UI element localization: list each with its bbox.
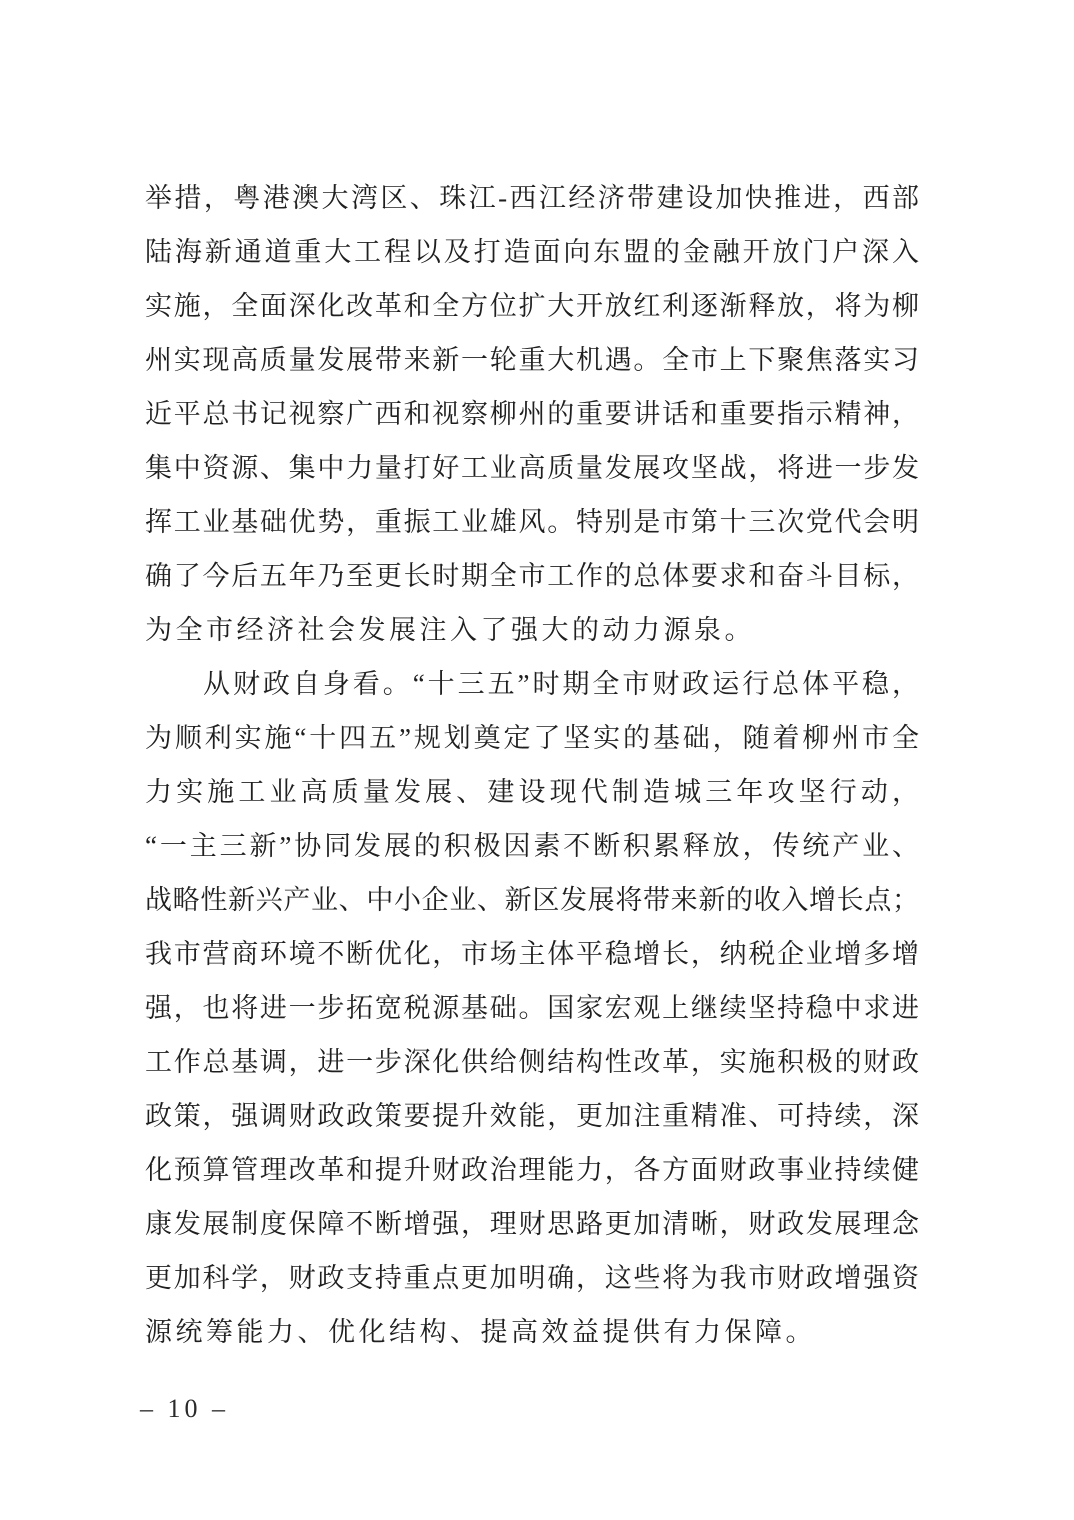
text-line: 强，也将进一步拓宽税源基础。国家宏观上继续坚持稳中求进: [145, 993, 919, 1023]
document-body: [145, 171, 919, 1359]
page-number: – 10 –: [140, 1394, 229, 1423]
text-line: “一主三新”协同发展的积极因素不断积累释放，传统产业、: [145, 831, 919, 861]
text-line: 从财政自身看。“十三五”时期全市财政运行总体平稳，: [203, 669, 919, 699]
text-line: 力实施工业高质量发展、建设现代制造城三年攻坚行动，: [145, 777, 919, 807]
text-line: 化预算管理改革和提升财政治理能力，各方面财政事业持续健: [145, 1155, 919, 1185]
text-line: 近平总书记视察广西和视察柳州的重要讲话和重要指示精神，: [145, 399, 919, 429]
text-line: 集中资源、集中力量打好工业高质量发展攻坚战，将进一步发: [145, 453, 919, 483]
text-line: 我市营商环境不断优化，市场主体平稳增长，纳税企业增多增: [145, 939, 919, 969]
text-line: 战略性新兴产业、中小企业、新区发展将带来新的收入增长点；: [145, 885, 919, 915]
text-line: 确了今后五年乃至更长时期全市工作的总体要求和奋斗目标，: [145, 561, 919, 591]
text-line: 州实现高质量发展带来新一轮重大机遇。全市上下聚焦落实习: [145, 345, 919, 375]
text-line: 源统筹能力、优化结构、提高效益提供有力保障。: [145, 1317, 816, 1347]
text-line: 为顺利实施“十四五”规划奠定了坚实的基础，随着柳州市全: [145, 723, 919, 753]
text-line: 政策，强调财政政策要提升效能，更加注重精准、可持续，深: [145, 1101, 919, 1131]
text-line: 为全市经济社会发展注入了强大的动力源泉。: [145, 615, 755, 645]
text-line: 挥工业基础优势，重振工业雄风。特别是市第十三次党代会明: [145, 507, 919, 537]
text-line: 工作总基调，进一步深化供给侧结构性改革，实施积极的财政: [145, 1047, 919, 1077]
text-line: 康发展制度保障不断增强，理财思路更加清晰，财政发展理念: [145, 1209, 919, 1239]
text-line: 举措，粤港澳大湾区、珠江-西江经济带建设加快推进，西部: [145, 183, 919, 213]
text-line: 实施，全面深化改革和全方位扩大开放红利逐渐释放，将为柳: [145, 291, 919, 321]
text-line: 陆海新通道重大工程以及打造面向东盟的金融开放门户深入: [145, 237, 919, 267]
text-line: 更加科学，财政支持重点更加明确，这些将为我市财政增强资: [145, 1263, 919, 1293]
